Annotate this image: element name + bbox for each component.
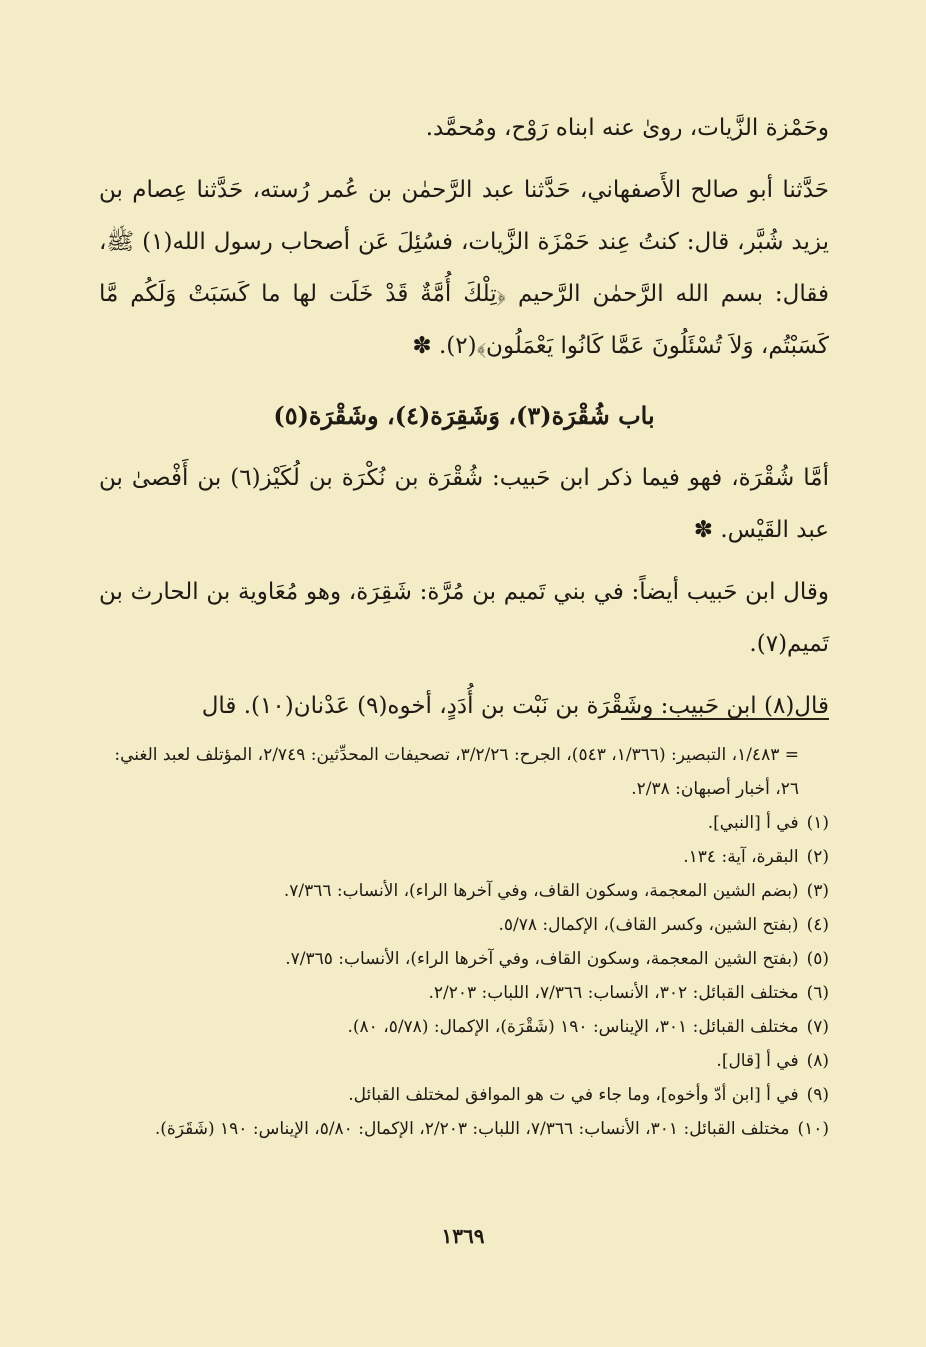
footnote-text: مختلف القبائل: ٣٠٢، الأنساب: ٧/٣٦٦، اللباب: ٢/٢٠٣. bbox=[428, 983, 799, 1003]
footnote-item bbox=[94, 840, 829, 874]
footnote-number: (٤) bbox=[806, 915, 829, 935]
footnote-text: في أ [النبي]. bbox=[707, 813, 799, 833]
paragraph-3: أمَّا شُقْرَة، فهو فيما ذكر ابن حَبيب: شُقْرَة بن نُكْرَة بن لُكَيْز(٦) بن أَفْصىٰ بن عبد القَيْس. ✽ bbox=[99, 465, 829, 543]
footnote-item bbox=[94, 908, 829, 942]
footnote-text: (بفتح الشين المعجمة، وسكون القاف، وفي آخرها الراء)، الأنساب: ٧/٣٦٥. bbox=[285, 949, 799, 969]
footnote-continuation: = ١/٤٨٣، التبصير: (١/٣٦٦، ٥٤٣)، الجرح: ٣/٢/٢٦، تصحيفات المحدِّثين: ٢/٧٤٩، المؤتلف لعبد الغني: ٢٦، أخبار أصبهان: ٢/٣٨. bbox=[114, 745, 799, 799]
footnote-number: (٨) bbox=[806, 1051, 829, 1071]
main-text bbox=[99, 102, 829, 732]
footnote-text: البقرة، آية: ١٣٤. bbox=[683, 847, 799, 867]
footnote-number: (٢) bbox=[806, 847, 829, 867]
footnote-number: (٧) bbox=[806, 1017, 829, 1037]
footnote-divider bbox=[621, 718, 829, 720]
paragraph-4: وقال ابن حَبيب أيضاً: في بني تَميم بن مُرَّة: شَقِرَة، وهو مُعَاوية بن الحارث بن تَميم(٧). bbox=[99, 579, 829, 657]
paragraph-2: حَدَّثنا أبو صالح الأَصفهاني، حَدَّثنا عبد الرَّحمٰن بن عُمر رُسته، حَدَّثنا عِصام بن يزيد شُبَّر، قال: كنتُ عِند حَمْزَة الزَّيات، فسُئِلَ عَن أصحاب رسول الله(١) ﷺ، فقال: بسم الله الرَّحمٰن الرَّحيم ﴿تِلْكَ أُمَّةٌ قَدْ خَلَت لها ما كَسَبَتْ وَلَكُم مَّا كَسَبْتُم، وَلاَ تُسْئَلُونَ عَمَّا كَانُوا يَعْمَلُون﴾(٢). ✽ bbox=[99, 177, 829, 359]
footnote-item bbox=[94, 1078, 829, 1112]
footnote-item bbox=[94, 942, 829, 976]
footnote-text: (بضم الشين المعجمة، وسكون القاف، وفي آخرها الراء)، الأنساب: ٧/٣٦٦. bbox=[283, 881, 799, 901]
footnote-item bbox=[94, 976, 829, 1010]
footnote-item bbox=[94, 1044, 829, 1078]
footnote-number: (١) bbox=[806, 813, 829, 833]
page-number: ١٣٦٩ bbox=[441, 1224, 485, 1248]
footnote-number: (٣) bbox=[806, 881, 829, 901]
footnotes bbox=[94, 738, 829, 1146]
paragraph-5: قال(٨) ابن حَبيب: وشَقْرَة بن نَبْت بن أُدَدٍ، أخوه(٩) عَدْنان(١٠). قال bbox=[201, 693, 829, 719]
footnote-item bbox=[94, 874, 829, 908]
section-heading: باب شُقْرَة(٣)، وَشَقِرَة(٤)، وشَقْرَة(٥) bbox=[273, 401, 655, 430]
footnote-text: مختلف القبائل: ٣٠١، الإيناس: ١٩٠ (شَقْرَة)، الإكمال: (٥/٧٨، ٨٠). bbox=[347, 1017, 799, 1037]
footnote-text: في أ [ابن أدّ وأخوه]، وما جاء في ت هو الموافق لمختلف القبائل. bbox=[348, 1085, 799, 1105]
footnote-item bbox=[94, 1112, 829, 1146]
footnote-text: مختلف القبائل: ٣٠١، الأنساب: ٧/٣٦٦، اللباب: ٢/٢٠٣، الإكمال: ٥/٨٠، الإيناس: ١٩٠ (شَقَرَة). bbox=[154, 1119, 790, 1139]
footnote-number: (٩) bbox=[806, 1085, 829, 1105]
paragraph-1: وحَمْزة الزَّيات، روىٰ عنه ابناه رَوْح، ومُحمَّد. bbox=[425, 115, 829, 141]
footnote-text: في أ [قال]. bbox=[716, 1051, 799, 1071]
footnote-text: (بفتح الشين، وكسر القاف)، الإكمال: ٥/٧٨. bbox=[498, 915, 799, 935]
footnote-number: (٥) bbox=[806, 949, 829, 969]
footnote-number: (١٠) bbox=[797, 1119, 829, 1139]
footnote-item bbox=[94, 1010, 829, 1044]
footnote-item bbox=[94, 806, 829, 840]
footnote-number: (٦) bbox=[806, 983, 829, 1003]
